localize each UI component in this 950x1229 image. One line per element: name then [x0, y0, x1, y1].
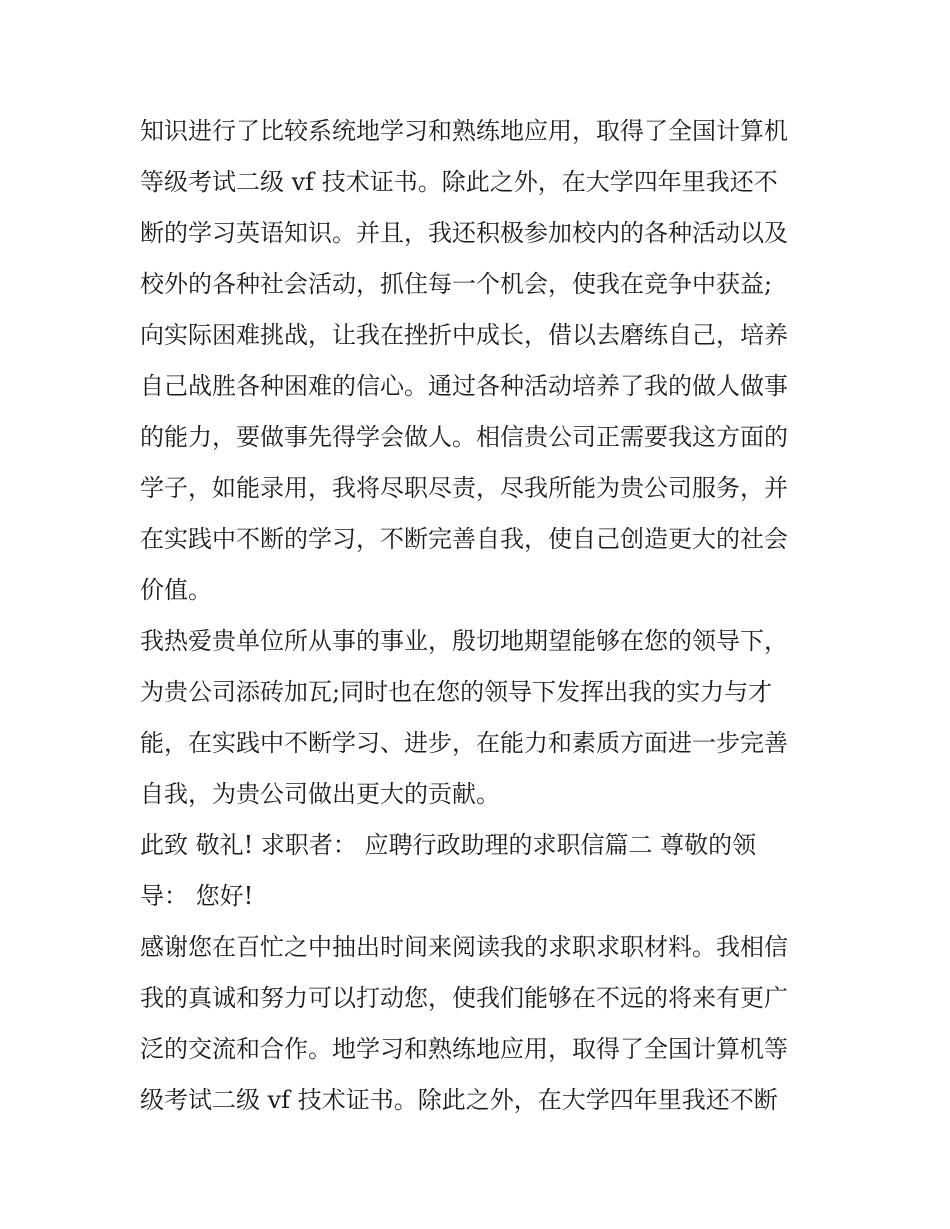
body-text — [140, 106, 820, 1126]
text-line: 等级考试二级 vf 技术证书。除此之外，在大学四年里我还不 — [140, 168, 778, 196]
text-line: 泛的交流和合作。地学习和熟练地应用，取得了全国计算机等 — [140, 1035, 788, 1063]
text-line: 在实践中不断的学习，不断完善自我，使自己创造更大的社会 — [140, 525, 788, 553]
text-line: 导： 您好! — [140, 882, 254, 910]
text-line: 知识进行了比较系统地学习和熟练地应用，取得了全国计算机 — [140, 117, 788, 145]
text-line: 自己战胜各种困难的信心。通过各种活动培养了我的做人做事 — [140, 372, 788, 400]
text-line: 此致 敬礼! 求职者： 应聘行政助理的求职信篇二 尊敬的领 — [140, 831, 757, 859]
text-line: 校外的各种社会活动，抓住每一个机会，使我在竞争中获益; — [140, 270, 773, 298]
text-line: 学子，如能录用，我将尽职尽责，尽我所能为贵公司服务，并 — [140, 474, 788, 502]
text-line: 自我，为贵公司做出更大的贡献。 — [140, 780, 500, 808]
text-line: 价值。 — [140, 576, 212, 604]
text-line: 的能力，要做事先得学会做人。相信贵公司正需要我这方面的 — [140, 423, 788, 451]
text-line: 能，在实践中不断学习、进步，在能力和素质方面进一步完善 — [140, 729, 788, 757]
text-line: 我的真诚和努力可以打动您，使我们能够在不远的将来有更广 — [140, 984, 788, 1012]
text-line: 我热爱贵单位所从事的事业，殷切地期望能够在您的领导下， — [140, 627, 788, 655]
text-line: 级考试二级 vf 技术证书。除此之外，在大学四年里我还不断 — [140, 1086, 778, 1114]
text-line: 断的学习英语知识。并且，我还积极参加校内的各种活动以及 — [140, 219, 788, 247]
text-line: 为贵公司添砖加瓦;同时也在您的领导下发挥出我的实力与才 — [140, 678, 773, 706]
text-line: 感谢您在百忙之中抽出时间来阅读我的求职求职材料。我相信 — [140, 933, 788, 961]
text-line: 向实际困难挑战，让我在挫折中成长，借以去磨练自己，培养 — [140, 321, 788, 349]
